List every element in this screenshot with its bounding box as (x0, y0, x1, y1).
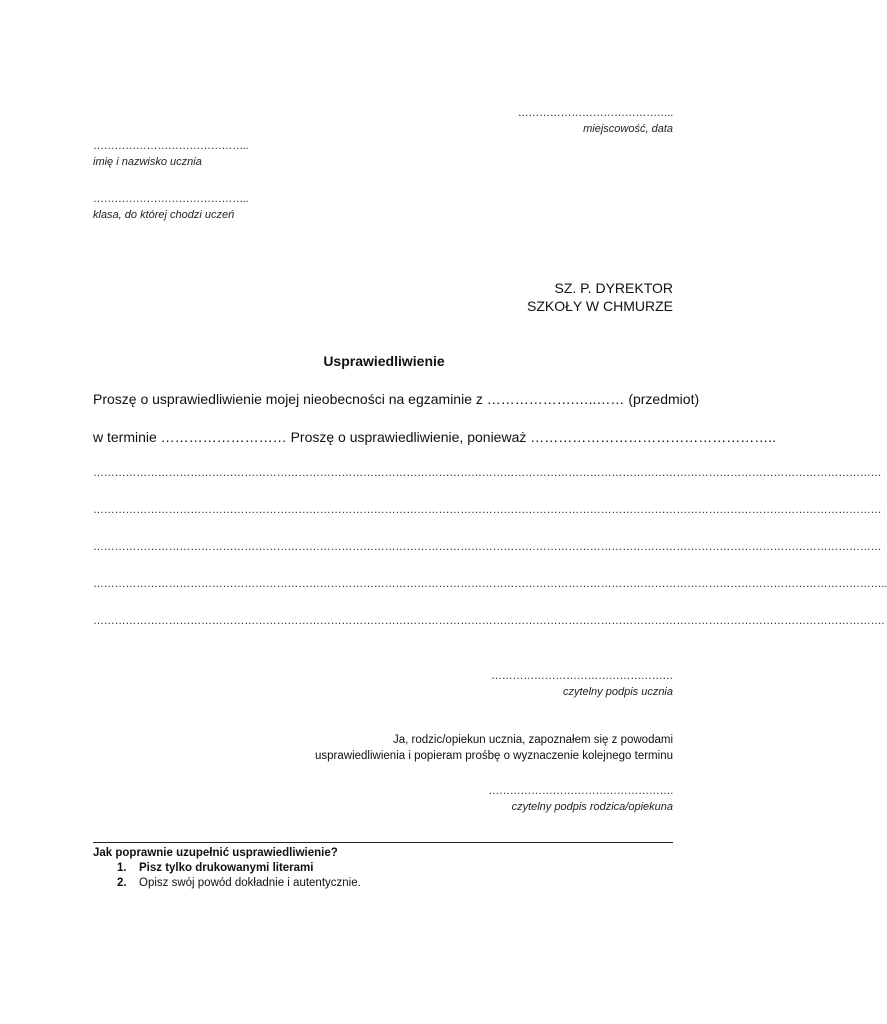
instruction-text: Opisz swój powód dokładnie i autentycznie. (139, 877, 361, 889)
class-field[interactable]: …………………………………….. (93, 193, 249, 205)
student-signature-field[interactable]: …………………………………………… (491, 670, 673, 682)
instructions-heading: Jak poprawnie uzupełnić usprawiedliwienie? (93, 847, 338, 859)
document-title: Usprawiedliwienie (323, 353, 445, 369)
parent-statement-line-1: Ja, rodzic/opiekun ucznia, zapoznałem się z powodami (393, 734, 673, 746)
place-date-caption: miejscowość, data (583, 123, 673, 135)
parent-statement-line-2: usprawiedliwienia i popieram prośbę o wyznaczenie kolejnego terminu (315, 750, 673, 762)
reason-line[interactable]: ………………………………………………………………………………………………………………………………………………………………………………………………….. (93, 578, 887, 590)
parent-signature-field[interactable]: ……………………………………………. (488, 785, 673, 797)
instruction-number: 2. (117, 877, 127, 889)
student-name-field[interactable]: …………………………………….. (93, 140, 249, 152)
reason-line[interactable]: ………………………………………………………………………………………………………………………………………………………………………………………………… (93, 467, 882, 479)
instruction-number: 1. (117, 862, 127, 874)
addressee-line-2: SZKOŁY W CHMURZE (527, 298, 673, 314)
student-signature-caption: czytelny podpis ucznia (562, 686, 673, 698)
addressee-line-1: SZ. P. DYREKTOR (554, 280, 673, 296)
place-date-field[interactable]: …………………………………….. (517, 107, 673, 119)
instruction-item-2 (117, 877, 361, 889)
reason-line[interactable]: ………………………………………………………………………………………………………………………………………………………………………………………………… (93, 504, 882, 516)
separator-line (93, 842, 673, 843)
instruction-item-1 (117, 862, 313, 874)
instruction-text: Pisz tylko drukowanymi literami (139, 862, 314, 874)
body-line-subject[interactable]: Proszę o usprawiedliwienie mojej nieobecności na egzaminie z ……………….…..…… (przedmiot) (93, 391, 700, 407)
parent-signature-caption: czytelny podpis rodzica/opiekuna (511, 801, 673, 813)
reason-line[interactable]: ………………………………………………………………………………………………………………………………………………………………………………………………… (93, 541, 882, 553)
student-name-caption: imię i nazwisko ucznia (93, 156, 202, 168)
body-line-date-reason[interactable]: w terminie ……………………… Proszę o usprawiedliwienie, ponieważ …………………………………………….. (93, 429, 777, 445)
reason-line[interactable]: …………………………………………………………………………………………………………………………………………………………………………………………………. (93, 615, 885, 627)
class-caption: klasa, do której chodzi uczeń (93, 209, 235, 221)
